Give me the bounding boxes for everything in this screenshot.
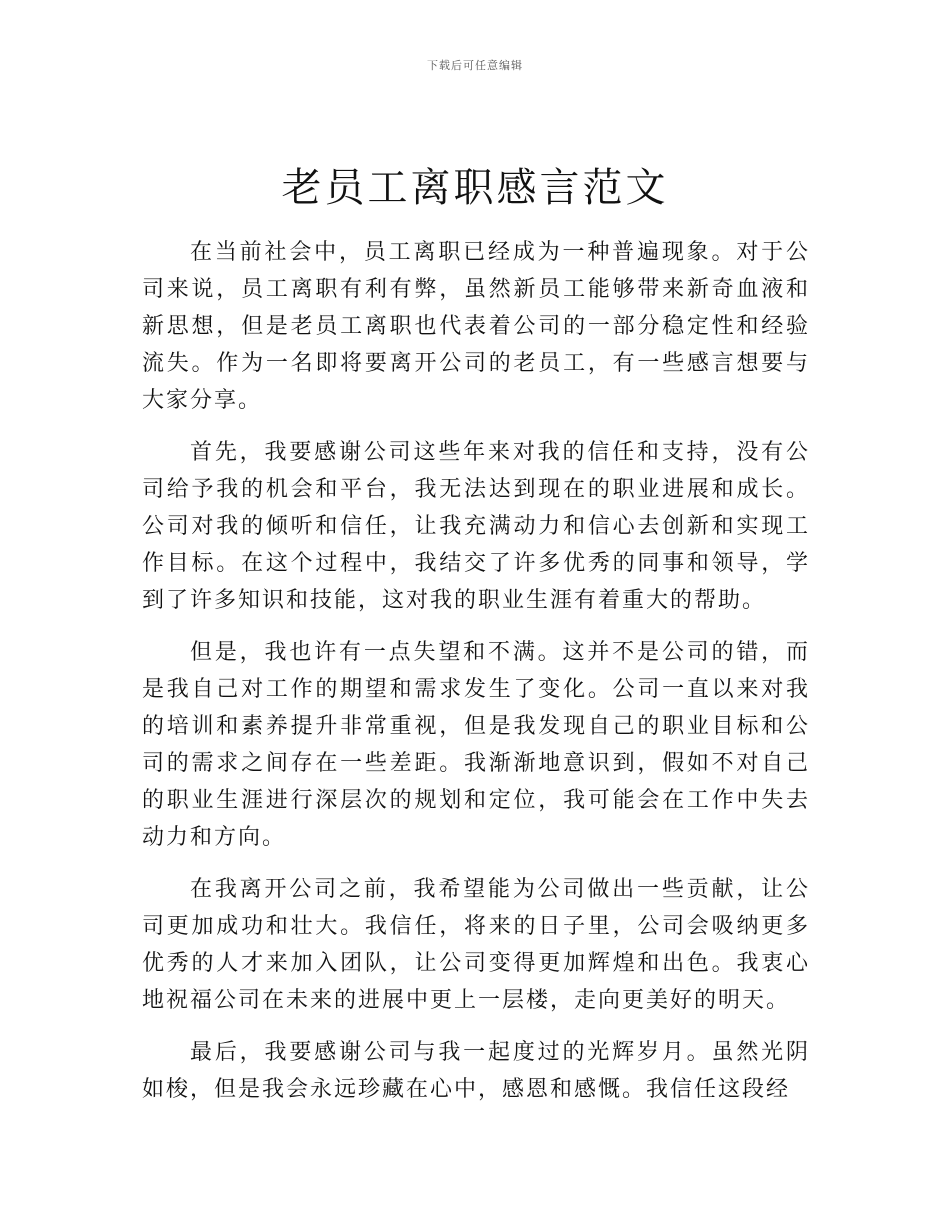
paragraph: 但是，我也许有一点失望和不满。这并不是公司的错，而是我自己对工作的期望和需求发生了变化。公司一直以来对我的培训和素养提升非常重视，但是我发现自己的职业目标和公司的需求之间存在一些差距。我渐渐地意识到，假如不对自己的职业生涯进行深层次的规划和定位，我可能会在工作中失去动力和方向。 — [142, 640, 810, 850]
document-body — [142, 234, 810, 1123]
paragraph: 最后，我要感谢公司与我一起度过的光辉岁月。虽然光阴如梭，但是我会永远珍藏在心中，感恩和感慨。我信任这段经 — [142, 1040, 810, 1102]
paragraph: 在我离开公司之前，我希望能为公司做出一些贡献，让公司更加成功和壮大。我信任，将来的日子里，公司会吸纳更多优秀的人才来加入团队，让公司变得更加辉煌和出色。我衷心地祝福公司在未来的进展中更上一层楼，走向更美好的明天。 — [142, 877, 810, 1013]
header-note: 下载后可任意编辑 — [427, 59, 523, 72]
document-title: 老员工离职感言范文 — [281, 165, 669, 211]
paragraph: 在当前社会中，员工离职已经成为一种普遍现象。对于公司来说，员工离职有利有弊，虽然新员工能够带来新奇血液和新思想，但是老员工离职也代表着公司的一部分稳定性和经验流失。作为一名即将要离开公司的老员工，有一些感言想要与大家分享。 — [142, 240, 810, 413]
paragraph: 首先，我要感谢公司这些年来对我的信任和支持，没有公司给予我的机会和平台，我无法达到现在的职业进展和成长。公司对我的倾听和信任，让我充满动力和信心去创新和实现工作目标。在这个过程中，我结交了许多优秀的同事和领导，学到了许多知识和技能，这对我的职业生涯有着重大的帮助。 — [142, 440, 810, 613]
